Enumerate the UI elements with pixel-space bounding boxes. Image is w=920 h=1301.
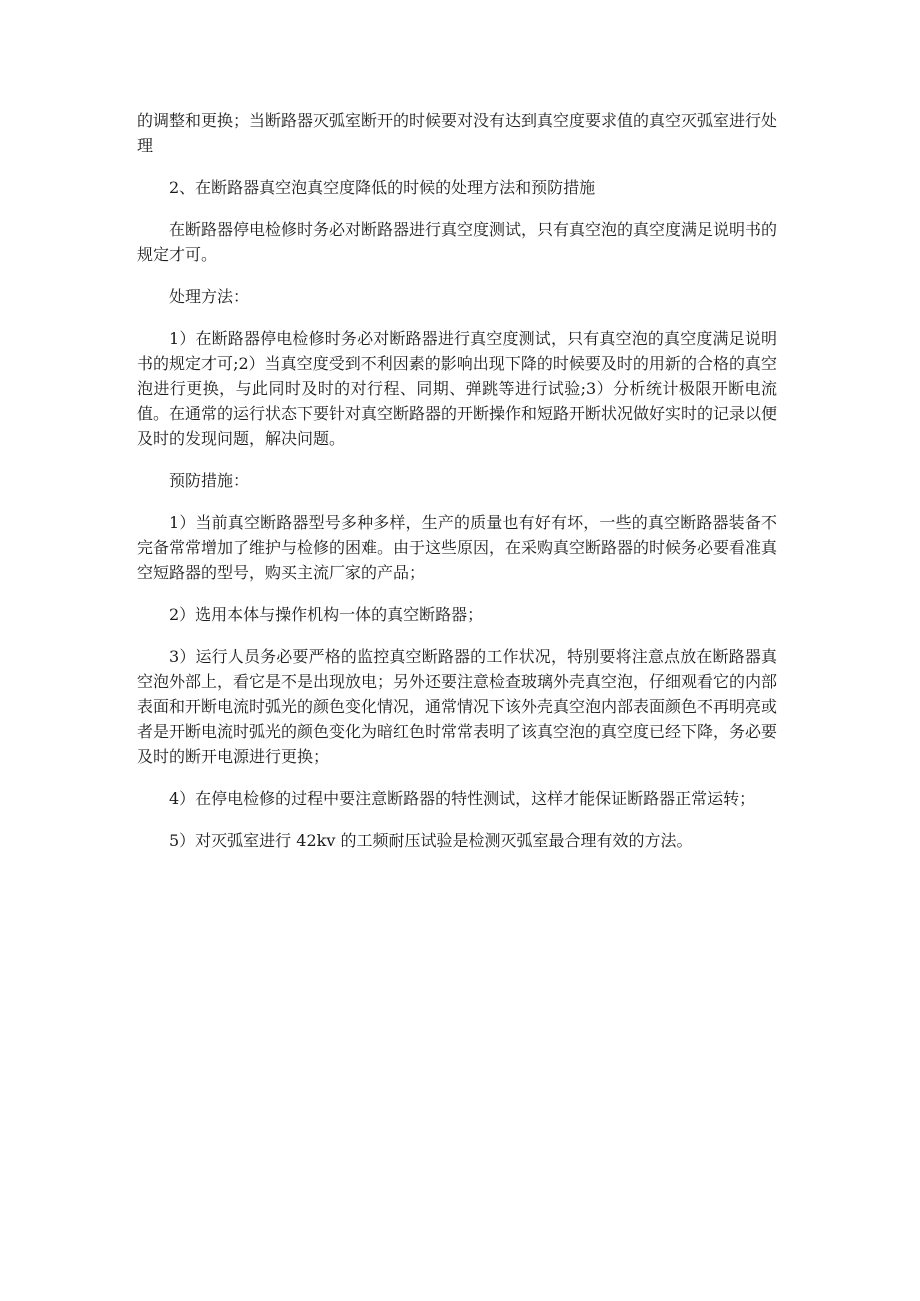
prevention-heading: 预防措施： bbox=[169, 471, 250, 490]
handling-methods-text: 1）在断路器停电检修时务必对断路器进行真空度测试，只有真空泡的真空度满足说明书的规定才可;2）当真空度受到不利因素的影响出现下降的时候要及时的用新的合格的真空泡进行更换，与此同时及时的对行程、同期、弹跳等进行试验;3）分析统计极限开断电流值。在通常的运行状态下要针对真空断路器的开断操作和短路开断状况做好实时的记录以便及时的发现问题，解决问题。 bbox=[137, 329, 778, 448]
paragraph-intro: 在断路器停电检修时务必对断路器进行真空度测试，只有真空泡的真空度满足说明书的规定才可。 bbox=[137, 220, 778, 264]
document-body bbox=[137, 108, 777, 870]
paragraph-continuation: 的调整和更换；当断路器灭弧室断开的时候要对没有达到真空度要求值的真空灭弧室进行处理 bbox=[137, 111, 778, 155]
prevention-item-2: 2）选用本体与操作机构一体的真空断路器； bbox=[169, 605, 484, 624]
prevention-item-5: 5）对灭弧室进行 42kv 的工频耐压试验是检测灭弧室最合理有效的方法。 bbox=[169, 831, 693, 850]
section-heading: 2、在断路器真空泡真空度降低的时候的处理方法和预防措施 bbox=[169, 178, 596, 197]
prevention-item-1: 1）当前真空断路器型号多种多样，生产的质量也有好有坏，一些的真空断路器装备不完备常常增加了维护与检修的困难。由于这些原因，在采购真空断路器的时候务必要看准真空短路器的型号，购买主流厂家的产品； bbox=[137, 513, 778, 582]
prevention-item-3: 3）运行人员务必要严格的监控真空断路器的工作状况，特别要将注意点放在断路器真空泡外部上，看它是不是出现放电；另外还要注意检查玻璃外壳真空泡，仔细观看它的内部表面和开断电流时弧光的颜色变化情况，通常情况下该外壳真空泡内部表面颜色不再明亮或者是开断电流时弧光的颜色变化为暗红色时常常表明了该真空泡的真空度已经下降，务必要及时的断开电源进行更换； bbox=[137, 647, 778, 766]
handling-methods-heading: 处理方法： bbox=[169, 287, 250, 306]
prevention-item-4: 4）在停电检修的过程中要注意断路器的特性测试，这样才能保证断路器正常运转； bbox=[169, 789, 756, 808]
